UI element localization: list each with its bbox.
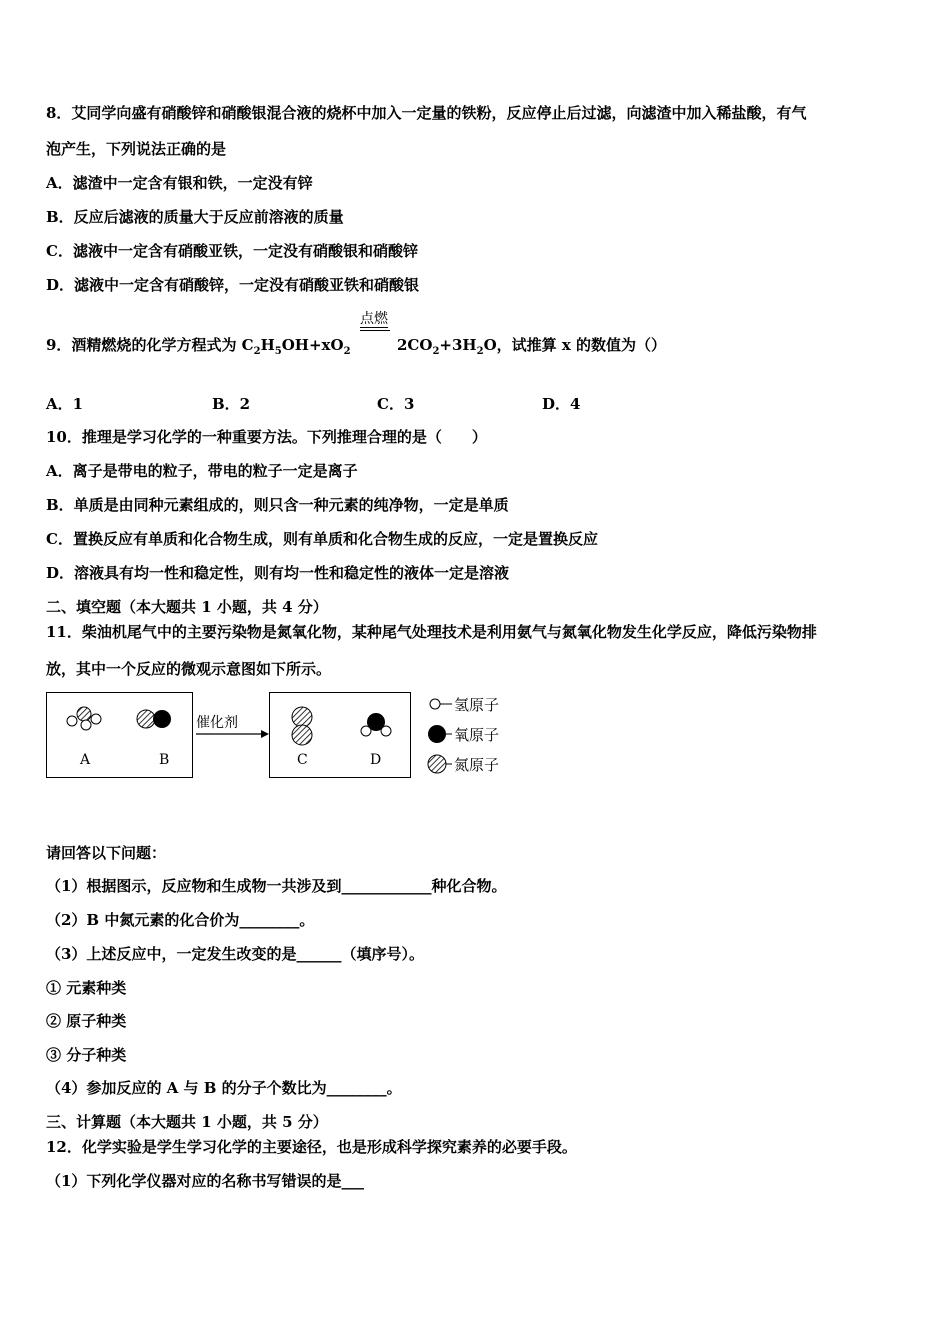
q12-sub1: （1）下列化学仪器对应的名称书写错误的是___ xyxy=(46,1172,364,1190)
q11-choice-1: ① 元素种类 xyxy=(46,979,127,997)
q9-option-a: A．1 xyxy=(46,395,84,413)
q11-sub1: （1）根据图示，反应物和生成物一共涉及到____________种化合物。 xyxy=(46,877,507,895)
legend-nitrogen: 氮原子 xyxy=(454,756,500,774)
q11-stem-line2: 放，其中一个反应的微观示意图如下所示。 xyxy=(46,660,332,678)
section-2-heading: 二、填空题（本大题共 1 小题，共 4 分） xyxy=(46,598,328,616)
section-3-heading: 三、计算题（本大题共 1 小题，共 5 分） xyxy=(46,1113,328,1131)
label-d: D xyxy=(370,752,382,768)
reaction-diagram xyxy=(46,692,546,782)
q9-suffix: O，试推算 x 的数值为（） xyxy=(483,336,667,354)
q11-choice-3: ③ 分子种类 xyxy=(46,1046,127,1064)
q8-stem-line1: 8．艾同学向盛有硝酸锌和硝酸银混合液的烧杯中加入一定量的铁粉，反应停止后过滤，向滤渣中加入稀盐酸，有气 xyxy=(46,104,807,122)
molecule-b xyxy=(137,710,171,728)
q10-option-a: A．离子是带电的粒子，带电的粒子一定是离子 xyxy=(46,462,358,480)
q9-option-c: C．3 xyxy=(377,395,415,413)
q11-choice-2: ② 原子种类 xyxy=(46,1012,127,1030)
legend-oxygen: 氧原子 xyxy=(454,726,500,744)
q8-option-a: A．滤渣中一定含有银和铁，一定没有锌 xyxy=(46,174,313,192)
q11-sub3: （3）上述反应中，一定发生改变的是______（填序号）。 xyxy=(46,945,424,963)
q11-prompt: 请回答以下问题： xyxy=(46,844,167,862)
q12-stem: 12．化学实验是学生学习化学的主要途径，也是形成科学探究素养的必要手段。 xyxy=(46,1138,577,1156)
q8-stem-line2: 泡产生，下列说法正确的是 xyxy=(46,140,227,158)
q9-equation: 9．酒精燃烧的化学方程式为 $C_2H_5OH+xO_2$ $2CO_2+3H_2O$，试推算 x 的数值为（） xyxy=(46,336,667,357)
legend-oxygen-icon xyxy=(428,725,446,743)
molecule-d xyxy=(361,713,391,736)
q9-option-b: B．2 xyxy=(212,395,251,413)
label-c: C xyxy=(297,752,308,768)
label-b: B xyxy=(159,752,170,768)
catalyst-label: 催化剂 xyxy=(196,715,238,731)
legend-nitrogen-icon xyxy=(428,755,446,773)
q11-stem-line1: 11．柴油机尾气中的主要污染物是氮氧化物，某种尾气处理技术是利用氨气与氮氧化物发生化学反应，降低污染物排 xyxy=(46,623,817,641)
q8-option-c: C．滤液中一定含有硝酸亚铁，一定没有硝酸银和硝酸锌 xyxy=(46,242,418,260)
q10-option-b: B．单质是由同种元素组成的，则只含一种元素的纯净物，一定是单质 xyxy=(46,496,509,514)
q8-option-b: B．反应后滤液的质量大于反应前溶液的质量 xyxy=(46,208,344,226)
q10-stem: 10．推理是学习化学的一种重要方法。下列推理合理的是（ ） xyxy=(46,428,487,446)
molecule-a xyxy=(67,707,101,730)
q11-sub2: （2）B 中氮元素的化合价为________。 xyxy=(46,911,315,929)
q9-condition: 点燃 xyxy=(360,311,388,327)
label-a: A xyxy=(80,752,91,768)
q9-prefix: 9．酒精燃烧的化学方程式为 C xyxy=(46,336,254,354)
q10-option-d: D．溶液具有均一性和稳定性，则有均一性和稳定性的液体一定是溶液 xyxy=(46,564,510,582)
legend-hydrogen: 氢原子 xyxy=(454,696,500,714)
q9-option-d: D．4 xyxy=(542,395,581,413)
molecule-c xyxy=(292,707,312,745)
q8-option-d: D．滤液中一定含有硝酸锌，一定没有硝酸亚铁和硝酸银 xyxy=(46,276,420,294)
q10-option-c: C．置换反应有单质和化合物生成，则有单质和化合物生成的反应，一定是置换反应 xyxy=(46,530,598,548)
q11-sub4: （4）参加反应的 A 与 B 的分子个数比为________。 xyxy=(46,1079,402,1097)
q9-product-co2: 2CO xyxy=(397,336,433,354)
arrow-head xyxy=(261,730,269,738)
legend-hydrogen-icon xyxy=(430,699,440,709)
q9-arrow-line xyxy=(360,330,390,331)
